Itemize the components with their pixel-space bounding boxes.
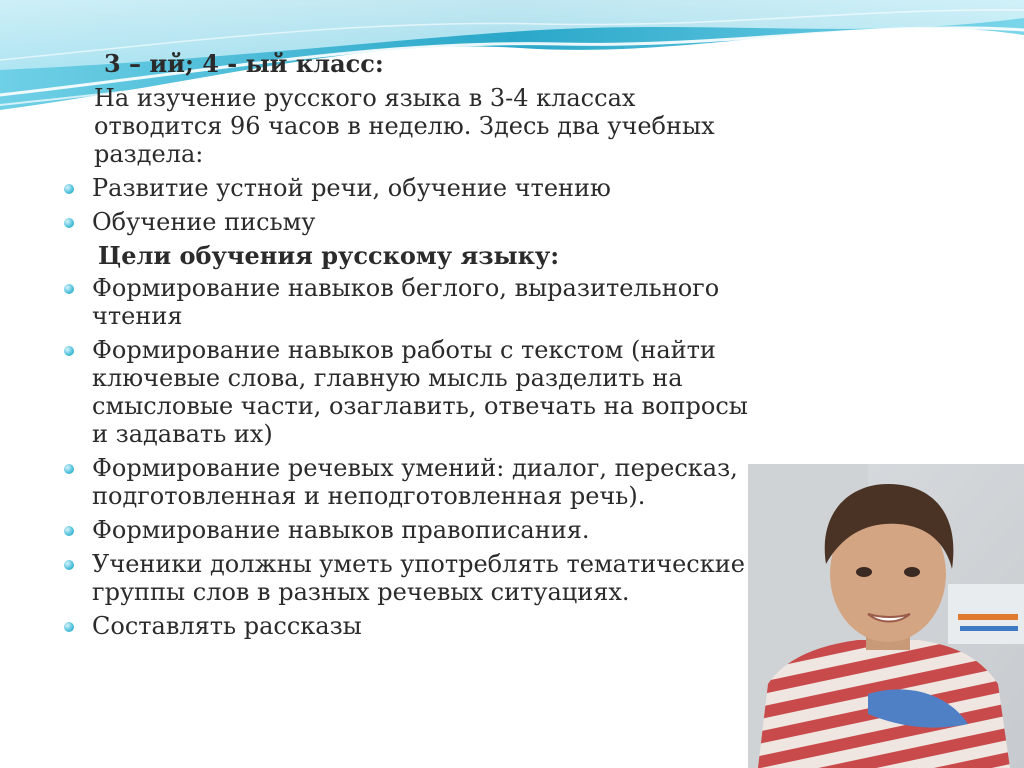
bullet-icon <box>64 560 74 570</box>
list-item: Формирование речевых умений: диалог, пересказ, подготовленная и неподготовленная речь). <box>62 454 762 510</box>
bullet-icon <box>64 622 74 632</box>
intro-paragraph: На изучение русского языка в 3-4 классах отводится 96 часов в неделю. Здесь два учебных раздела: <box>94 84 715 168</box>
class-heading: 3 – ий; 4 - ый класс: <box>104 49 384 78</box>
goals-list <box>62 274 762 640</box>
bullet-icon <box>64 284 74 294</box>
boy-photo <box>748 464 1024 768</box>
list-item: Развитие устной речи, обучение чтению <box>62 174 762 202</box>
goals-heading: Цели обучения русскому языку: <box>98 241 560 270</box>
list-item: Формирование навыков работы с текстом (найти ключевые слова, главную мысль разделить на смысловые части, озаглавить, отвечать на вопросы и задавать их) <box>62 336 762 448</box>
list-item: Составлять рассказы <box>62 612 762 640</box>
bullet-icon <box>64 346 74 356</box>
list-item: Формирование навыков беглого, выразительного чтения <box>62 274 762 330</box>
bullet-icon <box>64 464 74 474</box>
slide-content <box>62 50 762 646</box>
list-item: Ученики должны уметь употреблять тематические группы слов в разных речевых ситуациях. <box>62 550 762 606</box>
list-item: Формирование навыков правописания. <box>62 516 762 544</box>
sections-list <box>62 174 762 236</box>
bullet-icon <box>64 184 74 194</box>
bullet-icon <box>64 526 74 536</box>
bullet-icon <box>64 218 74 228</box>
list-item: Обучение письму <box>62 208 762 236</box>
